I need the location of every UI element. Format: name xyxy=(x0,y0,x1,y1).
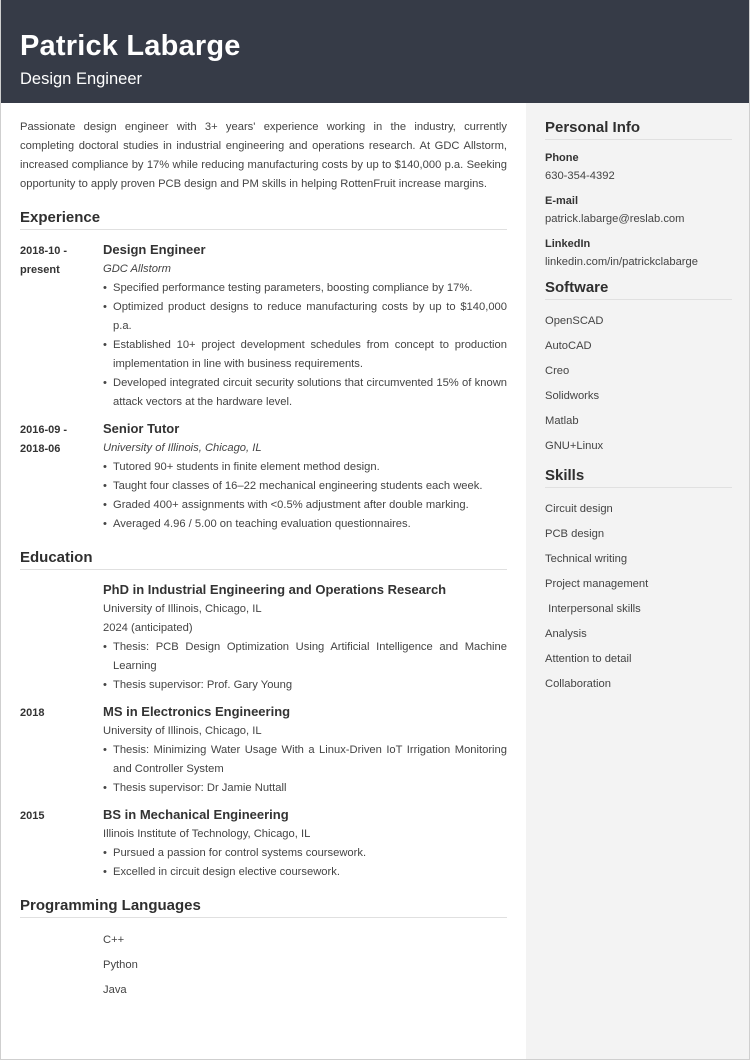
job-title: Design Engineer xyxy=(103,242,206,257)
education-heading: Education xyxy=(20,549,507,570)
experience-date xyxy=(20,419,103,534)
graduation-note: 2024 (anticipated) xyxy=(103,622,193,634)
skill-item: Interpersonal skills xyxy=(545,603,641,615)
date-start: 2018-10 - xyxy=(20,245,68,257)
education-entry xyxy=(20,805,507,882)
software-section xyxy=(545,279,732,459)
programming-language: Java xyxy=(103,984,127,996)
achievement-item: • Taught four classes of 16–22 mechanical engineering students each week. xyxy=(103,477,507,496)
achievement-item: • Specified performance testing parameters, boosting compliance by 17%. xyxy=(103,279,507,298)
date-start: 2016-09 - xyxy=(20,424,68,436)
education-detail: • Pursued a passion for control systems coursework. xyxy=(103,844,507,863)
education-date: 2018 xyxy=(20,707,45,719)
education-detail: • Excelled in circuit design elective coursework. xyxy=(103,863,507,882)
software-item: OpenSCAD xyxy=(545,315,604,327)
education-details xyxy=(103,844,507,882)
skills-list xyxy=(545,497,732,697)
employer: University of Illinois, Chicago, IL xyxy=(103,442,262,454)
candidate-title: Design Engineer xyxy=(20,70,142,88)
achievement-item: • Tutored 90+ students in finite element method design. xyxy=(103,458,507,477)
resume-header xyxy=(1,0,750,103)
summary-paragraph: Passionate design engineer with 3+ years' experience working in the industry, currently completing doctoral studies in industrial engineering and operations research. At GDC Allstorm, increased compliance by 17% while reducing manufacturing costs by up to $140,000 p.a. Seeking opportunity to apply proven PCB design and PM skills in helping RottenFruit increase margins. xyxy=(20,121,507,190)
achievement-list xyxy=(103,279,507,412)
skills-heading: Skills xyxy=(545,467,732,488)
education-date: 2015 xyxy=(20,810,45,822)
achievement-item: • Graded 400+ assignments with <0.5% adjustment after double marking. xyxy=(103,496,507,515)
education-details xyxy=(103,741,507,798)
education-detail: • Thesis: PCB Design Optimization Using Artificial Intelligence and Machine Learning xyxy=(103,638,507,676)
achievement-item: • Optimized product designs to reduce manufacturing costs by up to $140,000 p.a. xyxy=(103,298,507,336)
experience-entry xyxy=(20,419,507,534)
skill-item: Technical writing xyxy=(545,553,628,565)
software-item: Matlab xyxy=(545,415,579,427)
software-item: Creo xyxy=(545,365,570,377)
skill-item: Project management xyxy=(545,578,649,590)
sidebar xyxy=(526,103,750,1060)
programming-list xyxy=(20,928,507,1003)
main-column xyxy=(1,103,526,1060)
school: University of Illinois, Chicago, IL xyxy=(103,603,262,615)
personal-info-heading: Personal Info xyxy=(545,119,732,140)
email-value: patrick.labarge@reslab.com xyxy=(545,213,685,225)
programming-language: Python xyxy=(103,959,138,971)
education-details xyxy=(103,638,507,695)
skill-item: PCB design xyxy=(545,528,605,540)
programming-heading: Programming Languages xyxy=(20,897,507,918)
skills-section xyxy=(545,467,732,697)
software-item: Solidworks xyxy=(545,390,600,402)
date-end: 2018-06 xyxy=(20,443,61,455)
employer: GDC Allstorm xyxy=(103,263,171,275)
email-label: E-mail xyxy=(545,195,579,207)
phone-label: Phone xyxy=(545,152,579,164)
candidate-name: Patrick Labarge xyxy=(20,30,241,62)
experience-entry xyxy=(20,240,507,412)
skill-item: Circuit design xyxy=(545,503,613,515)
date-end: present xyxy=(20,264,60,276)
job-title: Senior Tutor xyxy=(103,421,180,436)
software-heading: Software xyxy=(545,279,732,300)
achievement-item: • Averaged 4.96 / 5.00 on teaching evaluation questionnaires. xyxy=(103,515,507,534)
education-entry xyxy=(20,702,507,798)
experience-date xyxy=(20,240,103,412)
degree: MS in Electronics Engineering xyxy=(103,704,291,719)
education-detail: • Thesis supervisor: Prof. Gary Young xyxy=(103,676,507,695)
school: Illinois Institute of Technology, Chicago, IL xyxy=(103,828,311,840)
education-detail: • Thesis supervisor: Dr Jamie Nuttall xyxy=(103,779,507,798)
linkedin-value: linkedin.com/in/patrickclabarge xyxy=(545,256,698,268)
education-date xyxy=(20,580,103,695)
skill-item: Analysis xyxy=(545,628,587,640)
skill-item: Attention to detail xyxy=(545,653,632,665)
education-detail: • Thesis: Minimizing Water Usage With a Linux-Driven IoT Irrigation Monitoring and Controller System xyxy=(103,741,507,779)
phone-value: 630-354-4392 xyxy=(545,170,615,182)
degree: PhD in Industrial Engineering and Operations Research xyxy=(103,582,447,597)
achievement-item: • Established 10+ project development schedules from concept to production implementation in line with business requirements. xyxy=(103,336,507,374)
education-entry xyxy=(20,580,507,695)
software-list xyxy=(545,309,732,459)
achievement-item: • Developed integrated circuit security solutions that circumvented 15% of known attack vectors at the hardware level. xyxy=(103,374,507,412)
school: University of Illinois, Chicago, IL xyxy=(103,725,262,737)
programming-language: C++ xyxy=(103,934,125,946)
degree: BS in Mechanical Engineering xyxy=(103,807,289,822)
achievement-list xyxy=(103,458,507,534)
experience-heading: Experience xyxy=(20,209,507,230)
linkedin-label: LinkedIn xyxy=(545,238,591,250)
software-item: GNU+Linux xyxy=(545,440,604,452)
personal-info-section xyxy=(545,119,732,271)
skill-item: Collaboration xyxy=(545,678,611,690)
software-item: AutoCAD xyxy=(545,340,592,352)
